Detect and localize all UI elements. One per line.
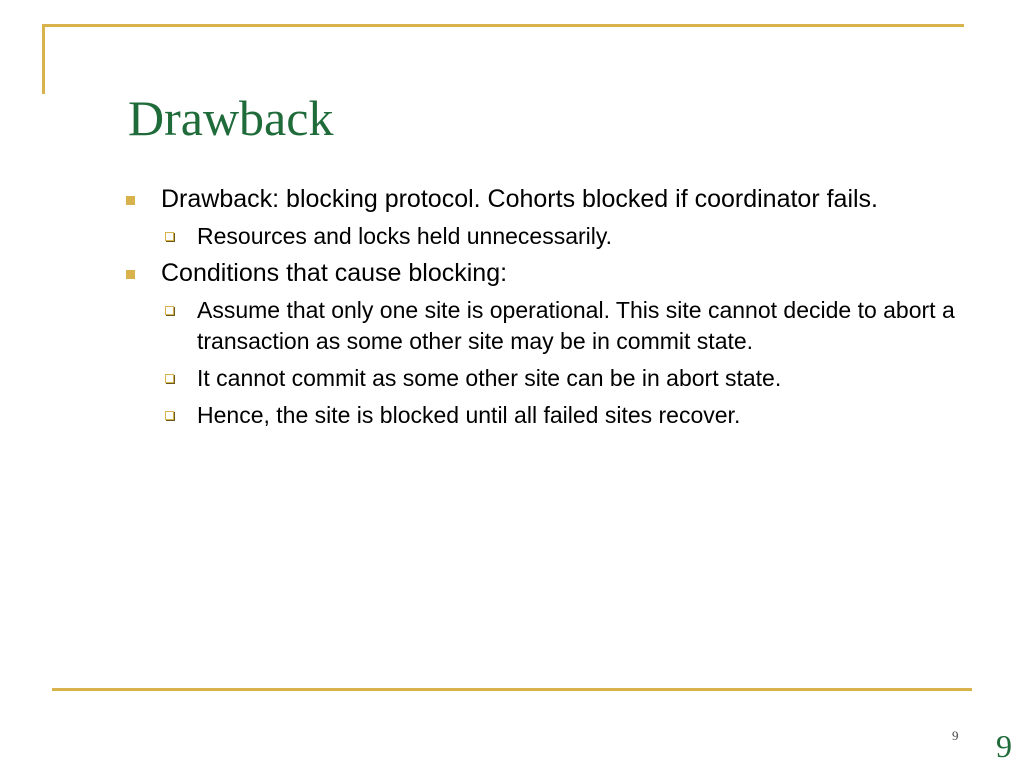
- hollow-square-bullet-icon: [165, 232, 174, 241]
- frame-left-line: [42, 24, 45, 94]
- sub-bullet-item: [161, 400, 958, 431]
- sub-bullet-text: Assume that only one site is operational. This site cannot decide to abort a transaction as some other site may be in commit state.: [197, 297, 955, 354]
- frame-top-line: [42, 24, 964, 27]
- bullet-item: [118, 258, 958, 431]
- hollow-square-bullet-icon: [165, 411, 174, 420]
- page-number-small: 9: [952, 728, 959, 743]
- sub-bullet-item: [161, 221, 958, 252]
- slide-title: Drawback: [128, 90, 334, 146]
- hollow-square-bullet-icon: [165, 306, 174, 315]
- square-bullet-icon: [126, 196, 135, 205]
- bullet-item: [118, 184, 958, 252]
- sub-bullet-item: [161, 295, 958, 357]
- sub-bullet-text: Resources and locks held unnecessarily.: [197, 223, 613, 249]
- bullet-text: Conditions that cause blocking:: [161, 259, 508, 287]
- hollow-square-bullet-icon: [165, 374, 174, 383]
- sub-bullet-item: [161, 363, 958, 394]
- page-number-large: 9: [996, 728, 1012, 764]
- footer-divider-line: [52, 688, 972, 691]
- square-bullet-icon: [126, 270, 135, 279]
- bullet-text: Drawback: blocking protocol. Cohorts blocked if coordinator fails.: [161, 185, 879, 213]
- bullet-list: [118, 184, 958, 437]
- sub-bullet-list: [161, 295, 958, 431]
- sub-bullet-text: It cannot commit as some other site can be in abort state.: [197, 365, 782, 391]
- sub-bullet-text: Hence, the site is blocked until all failed sites recover.: [197, 402, 741, 428]
- sub-bullet-list: [161, 221, 958, 252]
